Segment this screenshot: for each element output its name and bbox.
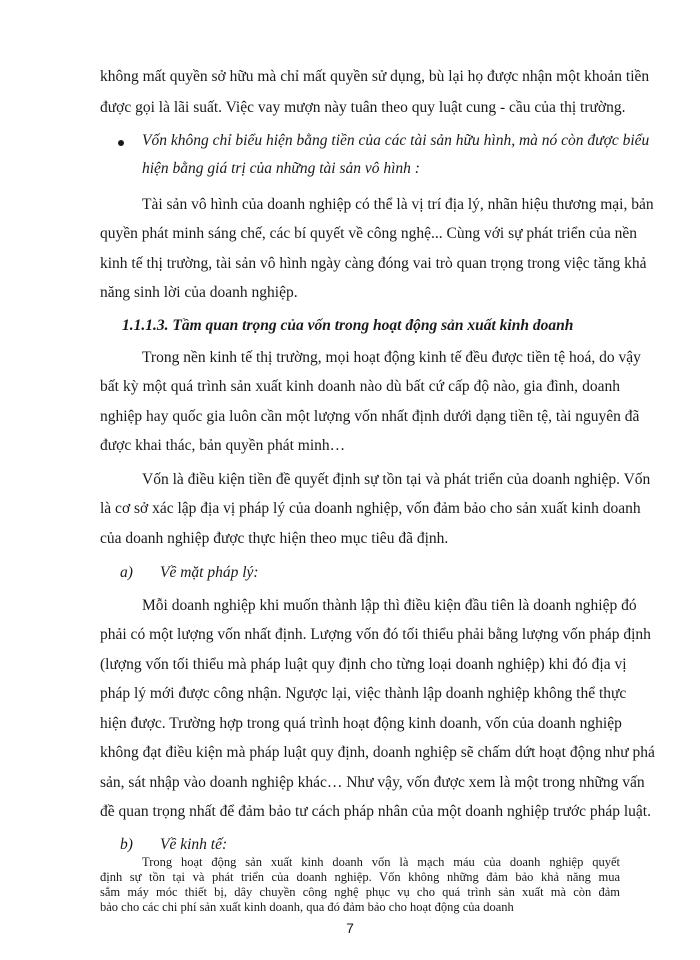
paragraph-line: không đạt điều kiện mà pháp luật quy định, doanh nghiệp sẽ chấm dứt hoạt động như phá — [100, 744, 655, 761]
page-number: 7 — [346, 920, 354, 936]
paragraph-line: Trong hoạt động sản xuất kinh doanh vốn là mạch máu của doanh nghiệp quyết — [142, 855, 620, 869]
paragraph-line: quyền phát minh sáng chế, các bí quyết về công nghệ... Cùng với sự phát triển của nền — [100, 225, 637, 242]
paragraph-line: của doanh nghiệp được thực hiện theo mục tiêu đã định. — [100, 530, 449, 547]
paragraph-line: năng sinh lời của doanh nghiệp. — [100, 284, 298, 301]
paragraph-line: Tài sản vô hình của doanh nghiệp có thể là vị trí địa lý, nhãn hiệu thương mại, bản — [142, 196, 654, 213]
paragraph-line: được khai thác, bản quyền phát minh… — [100, 437, 346, 454]
bullet-icon — [118, 140, 124, 146]
paragraph-line: bất kỳ một quá trình sản xuất kinh doanh nào dù bất cứ cấp độ nào, gia đình, doanh — [100, 378, 620, 395]
paragraph-line: (lượng vốn tối thiểu mà pháp luật quy định cho từng loại doanh nghiệp) khi đó địa vị — [100, 656, 627, 673]
paragraph-line: pháp lý mới được công nhận. Ngược lại, việc thành lập doanh nghiệp không thể thực — [100, 685, 627, 702]
paragraph-line: Vốn là điều kiện tiền đề quyết định sự tồn tại và phát triển của doanh nghiệp. Vốn — [142, 471, 651, 488]
paragraph-line: Mỗi doanh nghiệp khi muốn thành lập thì điều kiện đầu tiên là doanh nghiệp đó — [142, 597, 637, 614]
subsection-heading: Về mặt pháp lý: — [160, 564, 259, 581]
paragraph-line: sản, sát nhập vào doanh nghiệp khác… Như vậy, vốn được xem là một trong những vấn — [100, 774, 645, 791]
subsection-heading: Về kinh tế: — [160, 836, 228, 853]
paragraph-line: là cơ sở xác lập địa vị pháp lý của doanh nghiệp, vốn đảm bảo cho sản xuất kinh doanh — [100, 500, 641, 517]
paragraph-line: hiện được. Trường hợp trong quá trình hoạt động kinh doanh, vốn của doanh nghiệp — [100, 715, 622, 732]
paragraph-line: bảo cho các chi phí sản xuất kinh doanh, qua đó đảm bảo cho hoạt động của doanh — [100, 900, 514, 914]
paragraph-line: Trong nền kinh tế thị trường, mọi hoạt động kinh tế đều được tiền tệ hoá, do vậy — [142, 349, 641, 366]
paragraph-line: không mất quyền sở hữu mà chỉ mất quyền sử dụng, bù lại họ được nhận một khoản tiền — [100, 68, 650, 85]
bullet-heading-line: hiện bằng giá trị của những tài sản vô hình : — [142, 160, 420, 177]
bullet-heading-line: Vốn không chỉ biểu hiện bằng tiền của các tài sản hữu hình, mà nó còn được biểu — [142, 132, 650, 149]
list-marker: b) — [120, 836, 133, 853]
paragraph-line: đề quan trọng nhất để đảm bảo tư cách pháp nhân của một doanh nghiệp trước pháp luật. — [100, 803, 651, 820]
paragraph-line: nghiệp hay quốc gia luôn cần một lượng vốn nhất định dưới dạng tiền tệ, tài nguyên đã — [100, 408, 640, 425]
paragraph-line: phải có một lượng vốn nhất định. Lượng vốn đó tối thiểu phải bằng lượng vốn pháp định — [100, 626, 651, 643]
list-marker: a) — [120, 564, 133, 581]
paragraph-line: sắm máy móc thiết bị, dây chuyền công nghệ phục vụ cho quá trình sản xuất mà còn đảm — [100, 885, 620, 899]
paragraph-line: định sự tồn tại và phát triển của doanh nghiệp. Vốn không những đảm bảo khả năng mua — [100, 870, 620, 884]
paragraph-line: kinh tế thị trường, tài sản vô hình ngày càng đóng vai trò quan trọng trong việc tăng khả — [100, 255, 647, 272]
section-heading: 1.1.1.3. Tầm quan trọng của vốn trong hoạt động sản xuất kinh doanh — [122, 317, 574, 334]
paragraph-line: được gọi là lãi suất. Việc vay mượn này tuân theo quy luật cung - cầu của thị trường. — [100, 99, 626, 116]
